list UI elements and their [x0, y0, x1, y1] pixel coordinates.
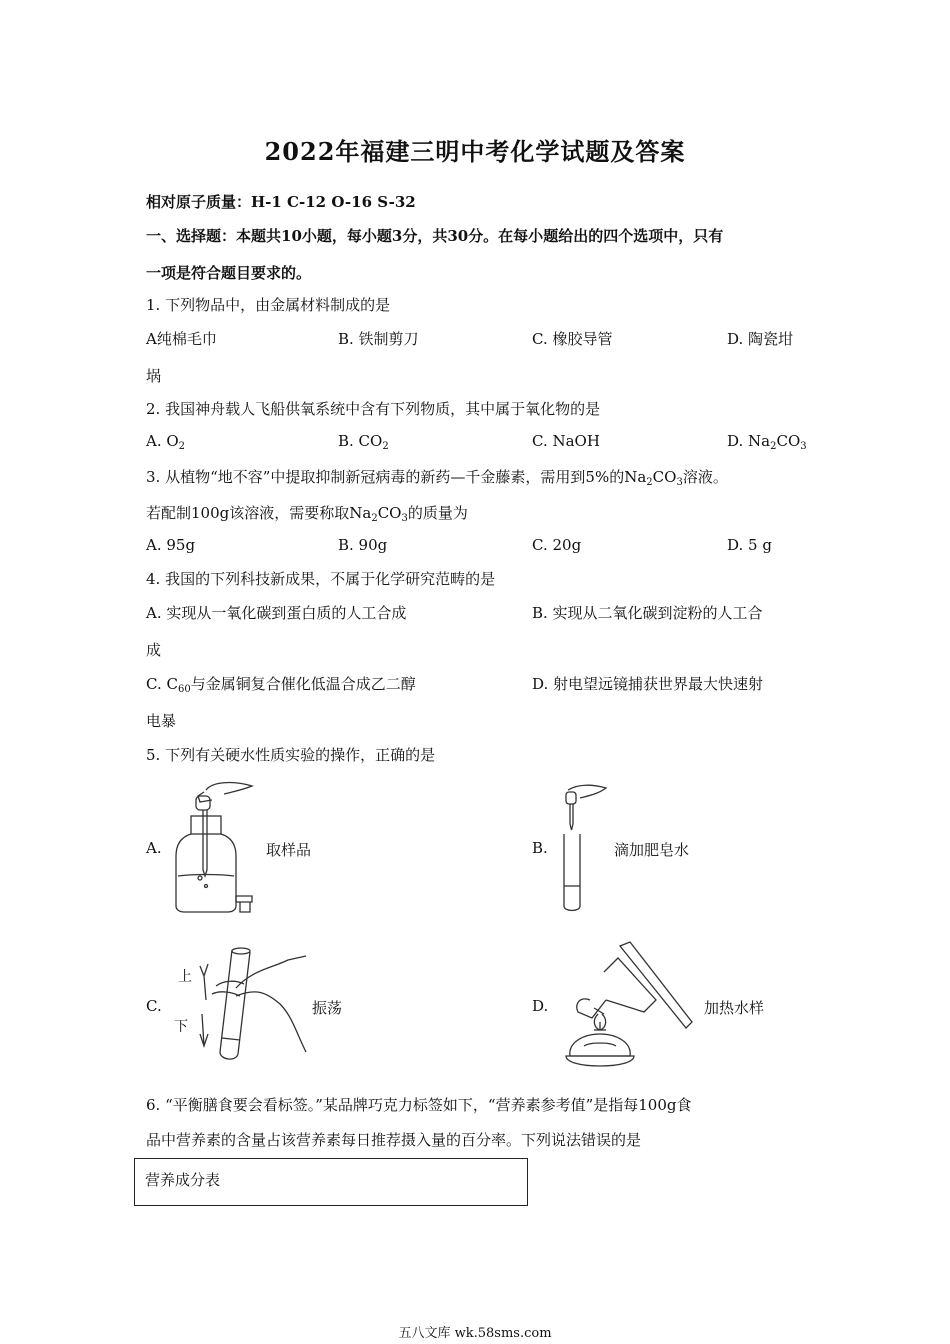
heating-testtube-figure [560, 938, 700, 1068]
q5-shake-up-label: 上 [178, 969, 192, 985]
page-title: 2022年福建三明中考化学试题及答案 [264, 137, 686, 166]
q4-option-b-wrap: 成 [146, 641, 162, 659]
q1-option-d-wrap: 埚 [146, 367, 162, 385]
q2-option-c: C. NaOH [532, 432, 600, 450]
q3-option-c: C. 20g [532, 536, 582, 554]
section-heading-line2: 一项是符合题目要求的。 [146, 264, 312, 282]
q5-option-a-letter: A. [146, 839, 162, 857]
q1-option-b: B. 铁制剪刀 [338, 330, 419, 348]
q4-option-d: D. 射电望远镜捕获世界最大快速射 [532, 675, 764, 693]
q3-option-d: D. 5 g [727, 536, 772, 554]
q4-option-d-wrap: 电暴 [146, 712, 177, 730]
q4-option-c: C. $C_{60}$与金属铜复合催化低温合成乙二醇 [146, 675, 416, 695]
q3-option-a: A. 95g [146, 536, 196, 554]
q3-option-b: B. 90g [338, 536, 388, 554]
q6-stem-line2: 品中营养素的含量占该营养素每日推荐摄入量的百分率。下列说法错误的是 [146, 1131, 642, 1149]
section-heading-line1: 一、选择题：本题共10小题，每小题3分，共30分。在每小题给出的四个选项中，只有 [146, 227, 724, 245]
q5-shake-down-label: 下 [174, 1019, 188, 1035]
q5-option-d-label: 加热水样 [704, 999, 765, 1017]
q4-option-b: B. 实现从二氧化碳到淀粉的人工合 [532, 604, 763, 622]
q6-stem-line1: 6. “平衡膳食要会看标签。”某品牌巧克力标签如下，“营养素参考值”是指每100g食 [146, 1096, 692, 1114]
q1-option-a: A纯棉毛巾 [146, 330, 217, 348]
sampling-bottle-figure [172, 778, 268, 916]
q5-option-c-label: 振荡 [312, 999, 343, 1017]
dropper-testtube-figure [552, 776, 612, 916]
q2-option-d: D. $Na_2CO_3$ [727, 432, 807, 452]
q5-option-b-letter: B. [532, 839, 548, 857]
q5-option-a-label: 取样品 [266, 841, 312, 859]
q1-option-c: C. 橡胶导管 [532, 330, 613, 348]
q3-stem-line2: 若配制100g该溶液，需要称取$Na_2CO_3$的质量为 [146, 504, 468, 524]
q2-stem: 2. 我国神舟载人飞船供氧系统中含有下列物质，其中属于氧化物的是 [146, 400, 601, 418]
q1-option-d: D. 陶瓷坩 [727, 330, 794, 348]
nutrition-table [134, 1158, 528, 1206]
atomic-mass-line: 相对原子质量：H-1 C-12 O-16 S-32 [146, 193, 416, 211]
footer-watermark: 五八文库 wk.58sms.com [398, 1326, 552, 1341]
q4-option-a: A. 实现从一氧化碳到蛋白质的人工合成 [146, 604, 407, 622]
q5-stem: 5. 下列有关硬水性质实验的操作，正确的是 [146, 746, 436, 764]
q2-option-b: B. $CO_2$ [338, 432, 389, 452]
q4-stem: 4. 我国的下列科技新成果，不属于化学研究范畴的是 [146, 570, 496, 588]
q5-option-b-label: 滴加肥皂水 [614, 841, 690, 859]
shaking-testtube-figure [196, 942, 308, 1066]
q5-option-c-letter: C. [146, 997, 162, 1015]
nutrition-table-title: 营养成分表 [145, 1171, 221, 1189]
q1-stem: 1. 下列物品中，由金属材料制成的是 [146, 296, 391, 314]
q2-option-a: A. $O_2$ [146, 432, 186, 452]
q5-option-d-letter: D. [532, 997, 549, 1015]
q3-stem-line1: 3. 从植物“地不容”中提取抑制新冠病毒的新药—千金藤素，需用到5%的$Na_2CO_3$溶液。 [146, 468, 728, 488]
